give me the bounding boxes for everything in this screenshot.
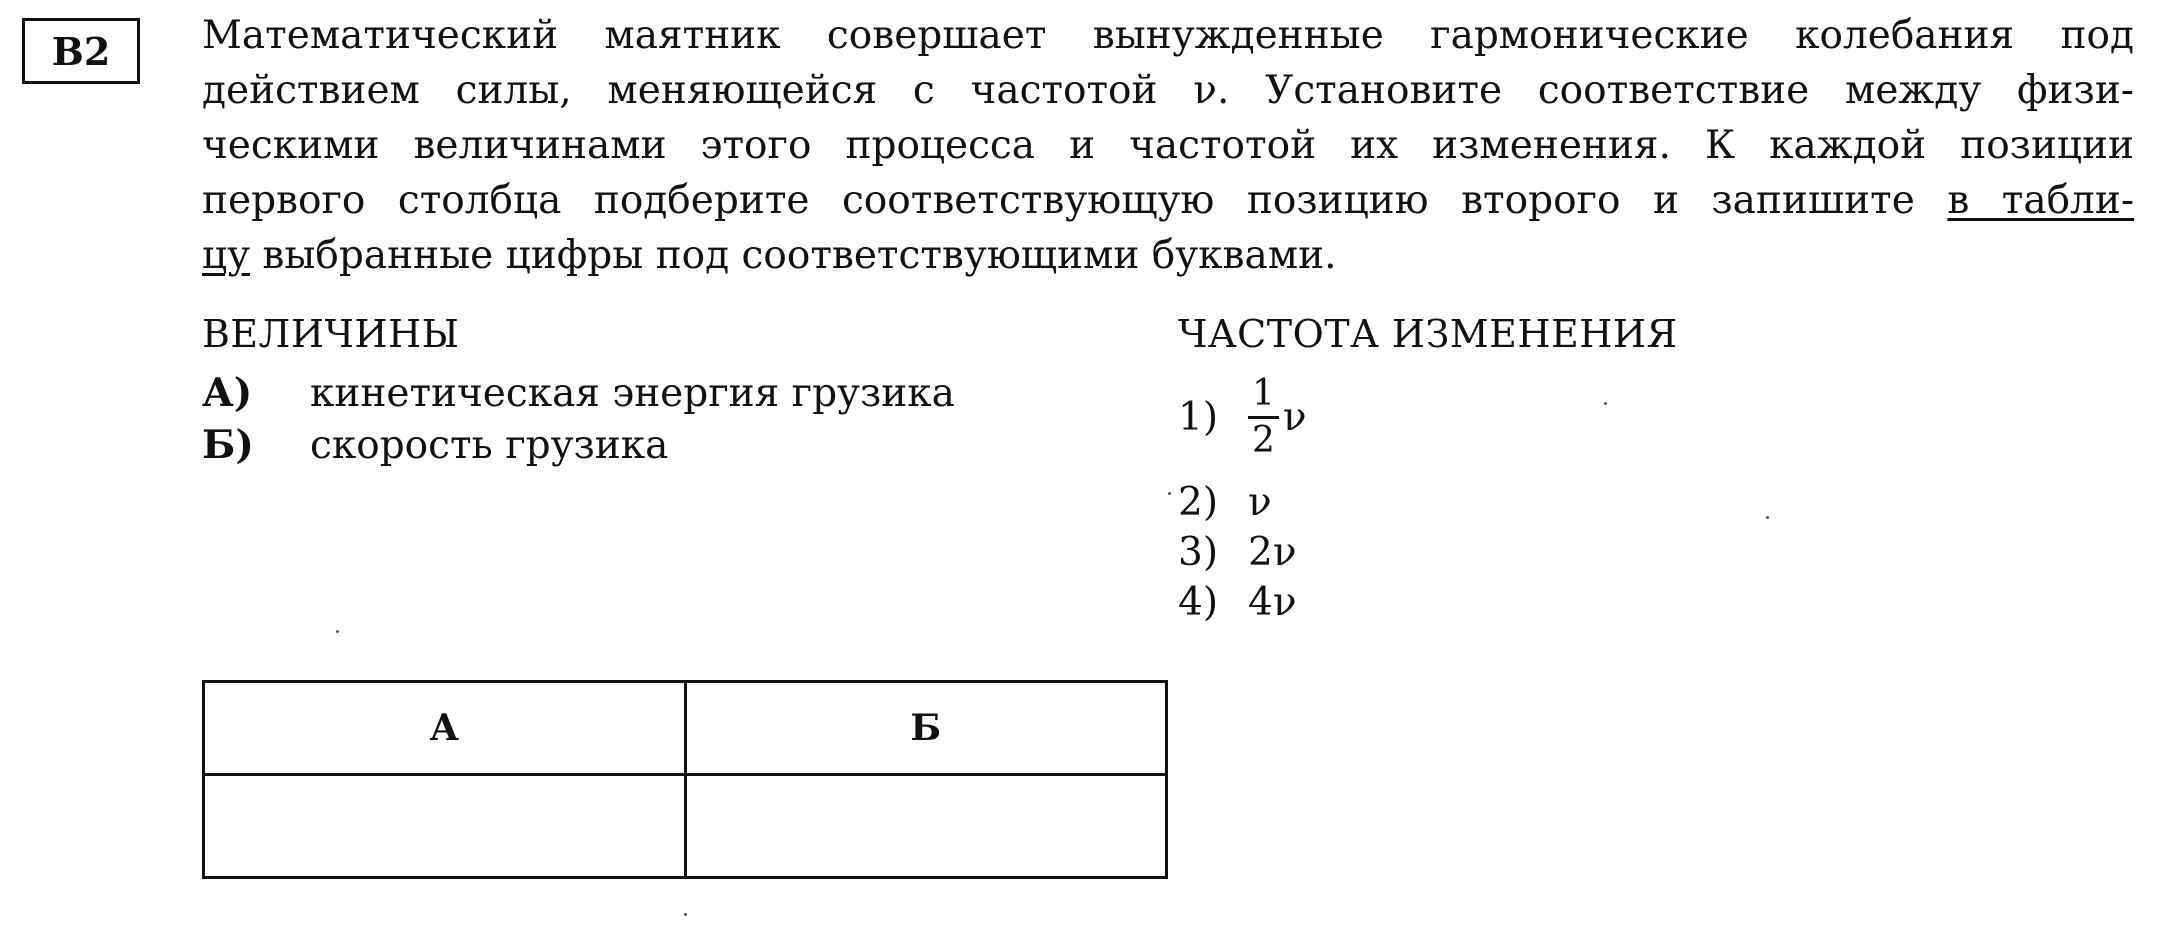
frequencies-heading: ЧАСТОТА ИЗМЕНЕНИЯ [1178,312,1678,356]
frequency-option-1 [1178,374,1307,461]
question-line-5-text: выбранные цифры под соответствующими буквами. [250,233,1337,278]
frequency-text-3: 2ν [1248,530,1297,575]
quantity-text-a: кинетическая энергия грузика [310,371,955,416]
question-line-5 [202,228,2134,283]
quantity-item-b [202,422,668,468]
quantity-text-b: скорость грузика [310,423,669,468]
scan-speck [1766,516,1769,519]
question-line-1: Математический маятник совершает вынужденные гармонические колебания под [202,13,2134,58]
answer-header-b: Б [685,682,1167,775]
quantity-letter-a: А) [202,370,253,416]
quantity-letter-b: Б) [202,422,254,468]
scan-speck [1604,402,1607,405]
question-line-3: ческими величинами этого процесса и частотой их изменения. К каждой позиции [202,123,2134,168]
quantities-heading: ВЕЛИЧИНЫ [202,312,460,356]
question-line-4 [202,173,2134,228]
frequency-num-3: 3) [1178,530,1219,575]
frequency-text-4: 4ν [1248,580,1297,625]
answer-table-header-row [204,682,1167,775]
task-number-badge: В2 [22,18,140,84]
answer-header-a: А [204,682,686,775]
frequency-option-3 [1178,530,1297,575]
fraction-numerator: 1 [1248,374,1279,419]
question-line-2: действием силы, меняющейся с частотой ν. Установите соответствие между физи- [202,68,2134,113]
question-line-4-text: первого столбца подберите соответствующую позицию второго и запишите [202,178,1948,223]
frequency-option-2 [1178,480,1272,525]
table-link[interactable]: в табли- [1947,178,2134,223]
frequency-option-4 [1178,580,1297,625]
answer-table-input-row [204,775,1167,878]
answer-cell-b[interactable] [685,775,1167,878]
frequency-num-1: 1) [1178,395,1219,440]
quantity-item-a [202,370,955,416]
scan-speck [1168,492,1171,495]
answer-table [202,680,1168,879]
fraction-one-half [1248,374,1279,461]
scan-speck [684,913,687,916]
frequency-num-2: 2) [1178,480,1219,525]
frequency-num-4: 4) [1178,580,1219,625]
fraction-denominator: 2 [1252,420,1275,461]
answer-cell-a[interactable] [204,775,686,878]
question-text [202,8,2134,283]
table-link-continuation[interactable]: цу [202,233,251,278]
frequency-text-2: ν [1248,480,1272,525]
scan-speck [336,630,339,633]
frequency-symbol-1: ν [1282,395,1307,440]
